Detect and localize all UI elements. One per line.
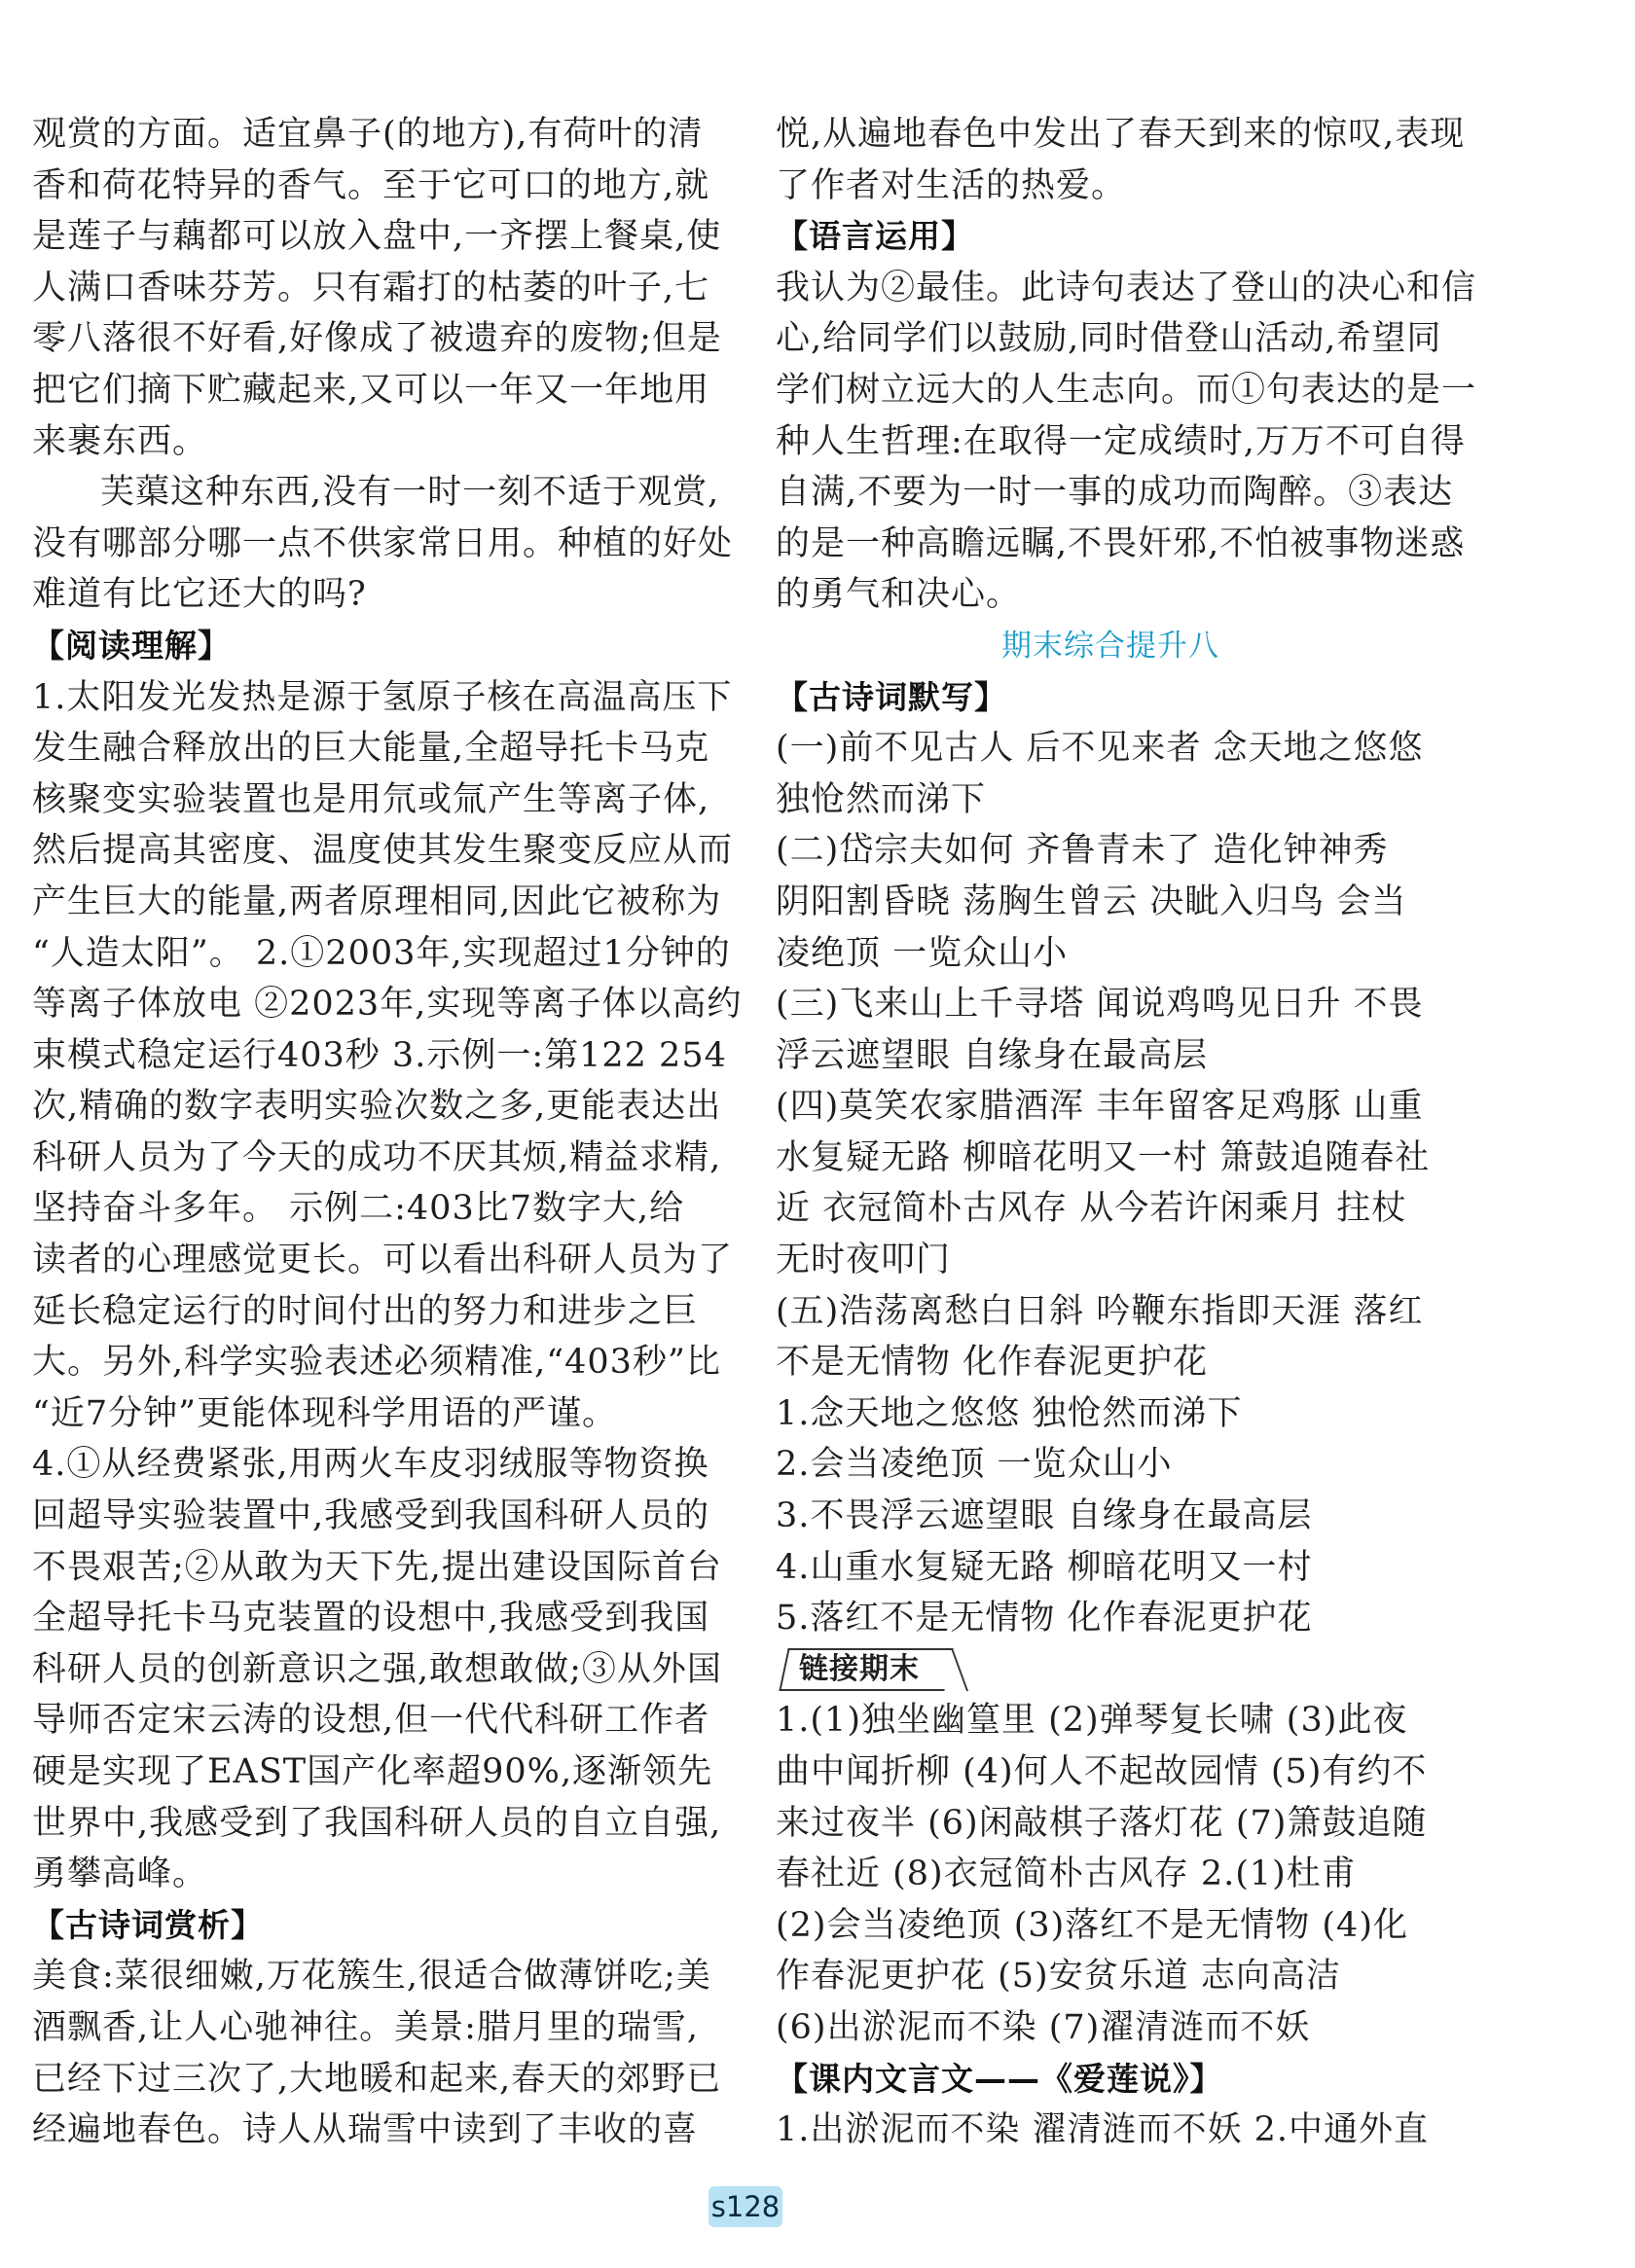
text-line: 硬是实现了EAST国产化率超90%,逐渐领先 <box>32 1752 713 1791</box>
text-line: 人满口香味芬芳。只有霜打的枯萎的叶子,七 <box>32 268 710 307</box>
text-line: 坚持奋斗多年。 示例二:403比7数字大,给 <box>32 1189 685 1229</box>
text-line: (五)浩荡离愁白日斜 吟鞭东指即天涯 落红 <box>776 1291 1424 1331</box>
text-line: 1.出淤泥而不染 濯清涟而不妖 2.中通外直 <box>776 2110 1430 2150</box>
text-line: 不是无情物 化作春泥更护花 <box>776 1343 1209 1383</box>
text-line: (2)会当凌绝顶 (3)落红不是无情物 (4)化 <box>776 1905 1408 1945</box>
text-line: 4.①从经费紧张,用两火车皮羽绒服等物资换 <box>32 1445 709 1485</box>
section-heading: 【课内文言文——《爱莲说》】 <box>776 2059 1223 2098</box>
text-line: 科研人员的创新意识之强,敢想敢做;③从外国 <box>32 1649 722 1689</box>
text-line: 来裹东西。 <box>32 421 208 461</box>
left-column <box>32 109 743 2156</box>
section-heading: 【语言运用】 <box>776 217 974 256</box>
text-line: 1.太阳发光发热是源于氢原子核在高温高压下 <box>32 677 733 717</box>
text-line: 经遍地春色。诗人从瑞雪中读到了丰收的喜 <box>32 2110 699 2150</box>
chapter-title: 期末综合提升八 <box>1001 628 1219 664</box>
tag-label <box>776 1644 1445 1696</box>
text-line: “人造太阳”。 2.①2003年,实现超过1分钟的 <box>32 933 731 973</box>
section-heading: 【阅读理解】 <box>32 626 231 665</box>
text-line: 2.会当凌绝顶 一览众山小 <box>776 1445 1173 1485</box>
text-line: 把它们摘下贮藏起来,又可以一年又一年地用 <box>32 370 710 410</box>
text-line: 没有哪部分哪一点不供家常日用。种植的好处 <box>32 523 734 563</box>
text-line: 1.念天地之悠悠 独怆然而涕下 <box>776 1393 1243 1433</box>
text-line: 然后提高其密度、温度使其发生聚变反应从而 <box>32 831 734 871</box>
text-line: 学们树立远大的人生志向。而①句表达的是一 <box>776 370 1477 410</box>
page-number: s128 <box>708 2186 782 2227</box>
text-line: (一)前不见古人 后不见来者 念天地之悠悠 <box>776 729 1424 769</box>
section-heading: 【古诗词赏析】 <box>32 1905 264 1944</box>
text-line: 读者的心理感觉更长。可以看出科研人员为了 <box>32 1241 734 1280</box>
text-line: 观赏的方面。适宜鼻子(的地方),有荷叶的清 <box>32 115 704 154</box>
text-line: 等离子体放电 ②2023年,实现等离子体以高约 <box>32 985 743 1025</box>
text-line: 束模式稳定运行403秒 3.示例一:第122 254 <box>32 1035 727 1075</box>
text-line: 难道有比它还大的吗? <box>32 575 367 615</box>
text-line: 发生融合释放出的巨大能量,全超导托卡马克 <box>32 729 710 769</box>
text-line: 导师否定宋云涛的设想,但一代代科研工作者 <box>32 1701 710 1741</box>
text-line: 酒飘香,让人心驰神往。美景:腊月里的瑞雪, <box>32 2007 700 2047</box>
tag-text: 链接期末 <box>799 1652 920 1687</box>
text-line: (四)莫笑农家腊酒浑 丰年留客足鸡豚 山重 <box>776 1087 1424 1127</box>
text-line: 5.落红不是无情物 化作春泥更护花 <box>776 1599 1313 1638</box>
text-line: (6)出淤泥而不染 (7)濯清涟而不妖 <box>776 2007 1311 2047</box>
text-line: 4.山重水复疑无路 柳暗花明又一村 <box>776 1547 1313 1587</box>
text-line: 产生巨大的能量,两者原理相同,因此它被称为 <box>32 882 722 921</box>
text-line: 美食:菜很细嫩,万花簇生,很适合做薄饼吃;美 <box>32 1957 711 1997</box>
text-line: 不畏艰苦;②从敢为天下先,提出建设国际首台 <box>32 1547 722 1587</box>
text-line: “近7分钟”更能体现科学用语的严谨。 <box>32 1393 618 1433</box>
text-line: 心,给同学们以鼓励,同时借登山活动,希望同 <box>776 319 1442 359</box>
right-column <box>776 109 1477 2156</box>
paragraph-start-line: 芙蕖这种东西,没有一时一刻不适于观赏, <box>100 473 720 513</box>
text-line: 春社近 (8)衣冠简朴古风存 2.(1)杜甫 <box>776 1854 1357 1894</box>
text-line: 勇攀高峰。 <box>32 1854 208 1894</box>
text-line: 曲中闻折柳 (4)何人不起故园情 (5)有约不 <box>776 1752 1428 1791</box>
text-line: 全超导托卡马克装置的设想中,我感受到我国 <box>32 1599 710 1638</box>
text-line: 次,精确的数字表明实验次数之多,更能表达出 <box>32 1087 722 1127</box>
text-line: 来过夜半 (6)闲敲棋子落灯花 (7)箫鼓追随 <box>776 1803 1428 1843</box>
text-line: 延长稳定运行的时间付出的努力和进步之巨 <box>32 1291 699 1331</box>
text-line: 我认为②最佳。此诗句表达了登山的决心和信 <box>776 268 1477 307</box>
text-line: (二)岱宗夫如何 齐鲁青未了 造化钟神秀 <box>776 831 1389 871</box>
text-line: 阴阳割昏晓 荡胸生曾云 决眦入归鸟 会当 <box>776 882 1407 921</box>
text-line: 已经下过三次了,大地暖和起来,春天的郊野已 <box>32 2059 722 2099</box>
text-line: 悦,从遍地春色中发出了春天到来的惊叹,表现 <box>776 115 1466 154</box>
text-line: 零八落很不好看,好像成了被遗弃的废物;但是 <box>32 319 722 359</box>
text-line: 无时夜叩门 <box>776 1241 952 1280</box>
text-line: 自满,不要为一时一事的成功而陶醉。③表达 <box>776 473 1454 513</box>
text-line: 大。另外,科学实验表述必须精准,“403秒”比 <box>32 1343 721 1383</box>
text-line: 凌绝顶 一览众山小 <box>776 933 1069 973</box>
text-line: 1.(1)独坐幽篁里 (2)弹琴复长啸 (3)此夜 <box>776 1701 1408 1741</box>
text-line: 种人生哲理:在取得一定成绩时,万万不可自得 <box>776 421 1466 461</box>
text-line: 的勇气和决心。 <box>776 575 1022 615</box>
text-line: (三)飞来山上千寻塔 闻说鸡鸣见日升 不畏 <box>776 985 1424 1025</box>
text-line: 独怆然而涕下 <box>776 779 987 819</box>
text-line: 科研人员为了今天的成功不厌其烦,精益求精, <box>32 1137 722 1177</box>
text-line: 了作者对生活的热爱。 <box>776 165 1127 205</box>
text-line: 是莲子与藕都可以放入盘中,一齐摆上餐桌,使 <box>32 217 722 257</box>
text-line: 近 衣冠简朴古风存 从今若许闲乘月 拄杖 <box>776 1189 1407 1229</box>
text-line: 回超导实验装置中,我感受到我国科研人员的 <box>32 1496 710 1536</box>
text-line: 水复疑无路 柳暗花明又一村 箫鼓追随春社 <box>776 1137 1431 1177</box>
text-line: 核聚变实验装置也是用氘或氚产生等离子体, <box>32 779 710 819</box>
text-line: 3.不畏浮云遮望眼 自缘身在最高层 <box>776 1496 1313 1536</box>
text-line: 浮云遮望眼 自缘身在最高层 <box>776 1035 1209 1075</box>
text-line: 香和荷花特异的香气。至于它可口的地方,就 <box>32 165 710 205</box>
text-line: 的是一种高瞻远瞩,不畏奸邪,不怕被事物迷惑 <box>776 523 1466 563</box>
text-line: 作春泥更护花 (5)安贫乐道 志向高洁 <box>776 1957 1341 1997</box>
section-heading: 【古诗词默写】 <box>776 677 1007 716</box>
text-line: 世界中,我感受到了我国科研人员的自立自强, <box>32 1803 722 1843</box>
